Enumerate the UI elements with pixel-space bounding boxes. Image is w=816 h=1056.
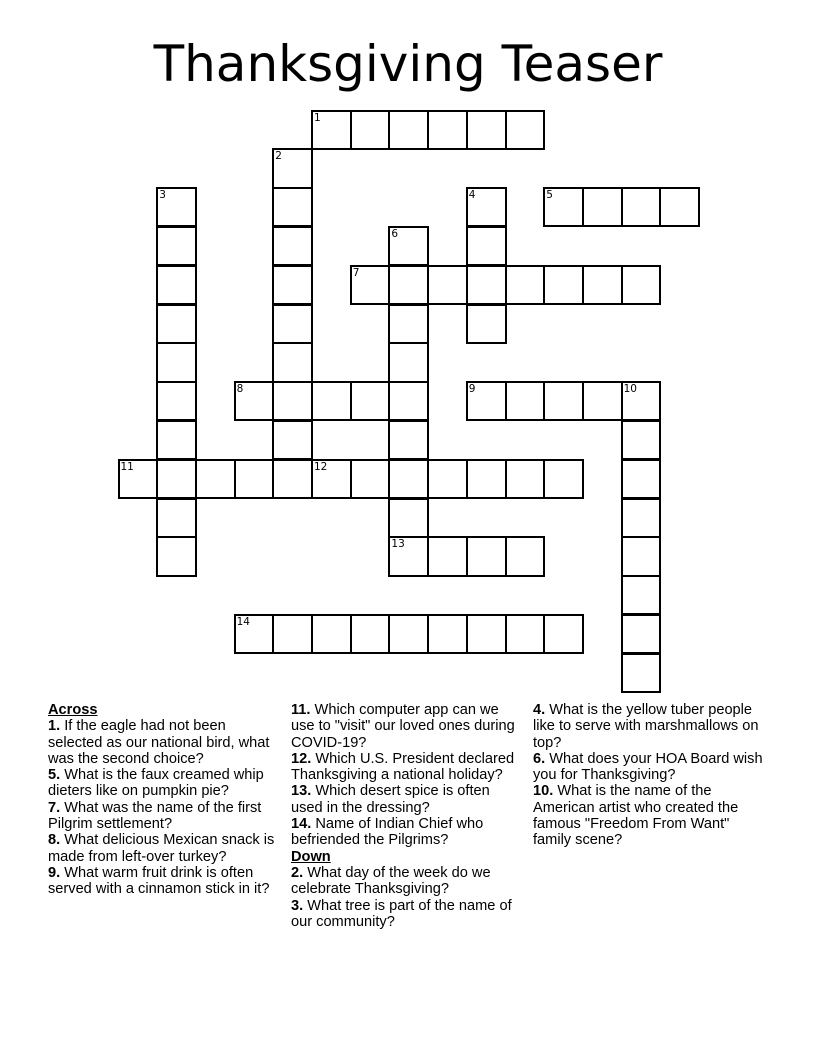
clue-down-10: 10. What is the name of the American artist who created the famous "Freedom From Want" family scene?	[533, 783, 739, 849]
grid-cell[interactable]	[466, 110, 507, 150]
grid-cell[interactable]	[543, 459, 584, 499]
grid-cell[interactable]	[505, 381, 546, 421]
grid-cell[interactable]	[582, 381, 623, 421]
clue-number: 4	[468, 189, 476, 202]
grid-cell[interactable]	[272, 614, 313, 654]
grid-cell[interactable]	[427, 614, 468, 654]
clue-number: 14	[236, 615, 250, 628]
grid-cell[interactable]	[388, 420, 429, 460]
clue-across-8: 8. What delicious Mexican snack is made from left-over turkey?	[48, 832, 275, 865]
clue-across-13: 13. Which desert spice is often used in the dressing?	[291, 783, 490, 816]
grid-cell[interactable]	[621, 187, 662, 227]
down-heading: Down	[291, 848, 331, 865]
grid-cell[interactable]	[621, 498, 662, 538]
grid-cell[interactable]	[311, 110, 352, 150]
grid-cell[interactable]	[621, 420, 662, 460]
clue-down-3: 3. What tree is part of the name of our community?	[291, 897, 512, 930]
grid-cell[interactable]	[350, 110, 391, 150]
grid-cell[interactable]	[272, 459, 313, 499]
clue-number: 3	[159, 189, 166, 202]
grid-cell[interactable]	[505, 110, 546, 150]
grid-cell[interactable]	[156, 381, 197, 421]
grid-cell[interactable]	[234, 459, 275, 499]
clue-number: 2	[275, 150, 282, 163]
grid-cell[interactable]	[466, 226, 507, 266]
clue-number: 12	[314, 460, 328, 473]
grid-cell[interactable]	[350, 614, 391, 654]
grid-cell[interactable]	[427, 265, 468, 305]
grid-cell[interactable]	[272, 304, 313, 344]
clue-across-7: 7. What was the name of the first Pilgrim settlement?	[48, 799, 262, 833]
grid-cell[interactable]	[388, 226, 429, 266]
grid-cell[interactable]	[466, 536, 507, 576]
clue-number: 10	[623, 383, 637, 396]
page-title: Thanksgiving Teaser	[153, 35, 663, 93]
grid-cell[interactable]	[311, 614, 352, 654]
clue-down-6: 6. What does your HOA Board wish you for Thanksgiving?	[533, 750, 763, 784]
grid-cell[interactable]	[388, 498, 429, 538]
clues-column-3	[533, 702, 765, 849]
grid-cell[interactable]	[388, 110, 429, 150]
grid-cell[interactable]	[543, 614, 584, 654]
grid-cell[interactable]	[543, 381, 584, 421]
grid-cell[interactable]	[118, 459, 159, 499]
grid-cell[interactable]	[272, 265, 313, 305]
grid-cell[interactable]	[466, 304, 507, 344]
clue-across-9: 9. What warm fruit drink is often served with a cinnamon stick in it?	[48, 864, 270, 898]
grid-cell[interactable]	[621, 381, 662, 421]
clue-across-14: 14. Name of Indian Chief who befriended the Pilgrims?	[291, 816, 484, 849]
clue-number: 8	[236, 383, 244, 396]
grid-cell[interactable]	[427, 459, 468, 499]
grid-cell[interactable]	[350, 381, 391, 421]
clue-across-12: 12. Which U.S. President declared Thanksgiving a national holiday?	[291, 750, 515, 784]
grid-cell[interactable]	[272, 226, 313, 266]
grid-cell[interactable]	[311, 381, 352, 421]
grid-cell[interactable]	[621, 575, 662, 615]
grid-cell[interactable]	[582, 187, 623, 227]
grid-cell[interactable]	[621, 459, 662, 499]
grid-cell[interactable]	[659, 187, 700, 227]
clue-across-5: 5. What is the faux creamed whip dieters like on pumpkin pie?	[48, 767, 264, 800]
clues-column-1	[48, 702, 280, 898]
clue-down-4: 4. What is the yellow tuber people like to serve with marshmallows on top?	[533, 702, 759, 751]
grid-cell[interactable]	[621, 265, 662, 305]
grid-cell[interactable]	[156, 265, 197, 305]
grid-cell[interactable]	[388, 459, 429, 499]
grid-cell[interactable]	[311, 459, 352, 499]
grid-cell[interactable]	[466, 614, 507, 654]
grid-cell[interactable]	[156, 420, 197, 460]
grid-cell[interactable]	[156, 498, 197, 538]
grid-cell[interactable]	[234, 381, 275, 421]
grid-cell[interactable]	[388, 342, 429, 382]
clue-down-2: 2. What day of the week do we celebrate Thanksgiving?	[291, 864, 491, 898]
clue-number: 5	[546, 189, 553, 202]
grid-cell[interactable]	[543, 265, 584, 305]
grid-cell[interactable]	[272, 187, 313, 227]
clue-number: 1	[314, 111, 321, 124]
clue-number: 7	[352, 266, 360, 279]
grid-cell[interactable]	[272, 148, 313, 188]
grid-cell[interactable]	[156, 536, 197, 576]
grid-cell[interactable]	[427, 536, 468, 576]
grid-cell[interactable]	[272, 420, 313, 460]
grid-cell[interactable]	[388, 304, 429, 344]
clue-number: 13	[391, 538, 405, 551]
grid-cell[interactable]	[621, 536, 662, 576]
clue-number: 6	[391, 227, 399, 240]
grid-cell[interactable]	[156, 226, 197, 266]
grid-cell[interactable]	[466, 187, 507, 227]
grid-cell[interactable]	[350, 459, 391, 499]
grid-cell[interactable]	[388, 614, 429, 654]
grid-cell[interactable]	[156, 459, 197, 499]
grid-cell[interactable]	[543, 187, 584, 227]
clues-column-2	[291, 702, 523, 930]
grid-cell[interactable]	[272, 381, 313, 421]
grid-cell[interactable]	[505, 265, 546, 305]
clue-number: 11	[120, 460, 134, 473]
grid-cell[interactable]	[234, 614, 275, 654]
clue-across-11: 11. Which computer app can we use to "visit" our loved ones during COVID-19?	[291, 702, 515, 751]
grid-cell[interactable]	[388, 265, 429, 305]
grid-cell[interactable]	[505, 536, 546, 576]
grid-cell[interactable]	[466, 265, 507, 305]
grid-cell[interactable]	[195, 459, 236, 499]
grid-cell[interactable]	[621, 653, 662, 693]
grid-cell[interactable]	[156, 304, 197, 344]
across-heading: Across	[48, 702, 98, 718]
clue-across-1: 1. If the eagle had not been selected as our national bird, what was the second choice?	[48, 718, 270, 767]
grid-cell[interactable]	[272, 342, 313, 382]
grid-cell[interactable]	[156, 342, 197, 382]
grid-cell[interactable]	[621, 614, 662, 654]
grid-cell[interactable]	[466, 459, 507, 499]
grid-cell[interactable]	[156, 187, 197, 227]
clue-number: 9	[468, 383, 476, 396]
grid-cell[interactable]	[388, 381, 429, 421]
grid-cell[interactable]	[505, 459, 546, 499]
grid-cell[interactable]	[582, 265, 623, 305]
grid-cell[interactable]	[505, 614, 546, 654]
grid-cell[interactable]	[466, 381, 507, 421]
grid-cell[interactable]	[388, 536, 429, 576]
grid-cell[interactable]	[350, 265, 391, 305]
grid-cell[interactable]	[427, 110, 468, 150]
